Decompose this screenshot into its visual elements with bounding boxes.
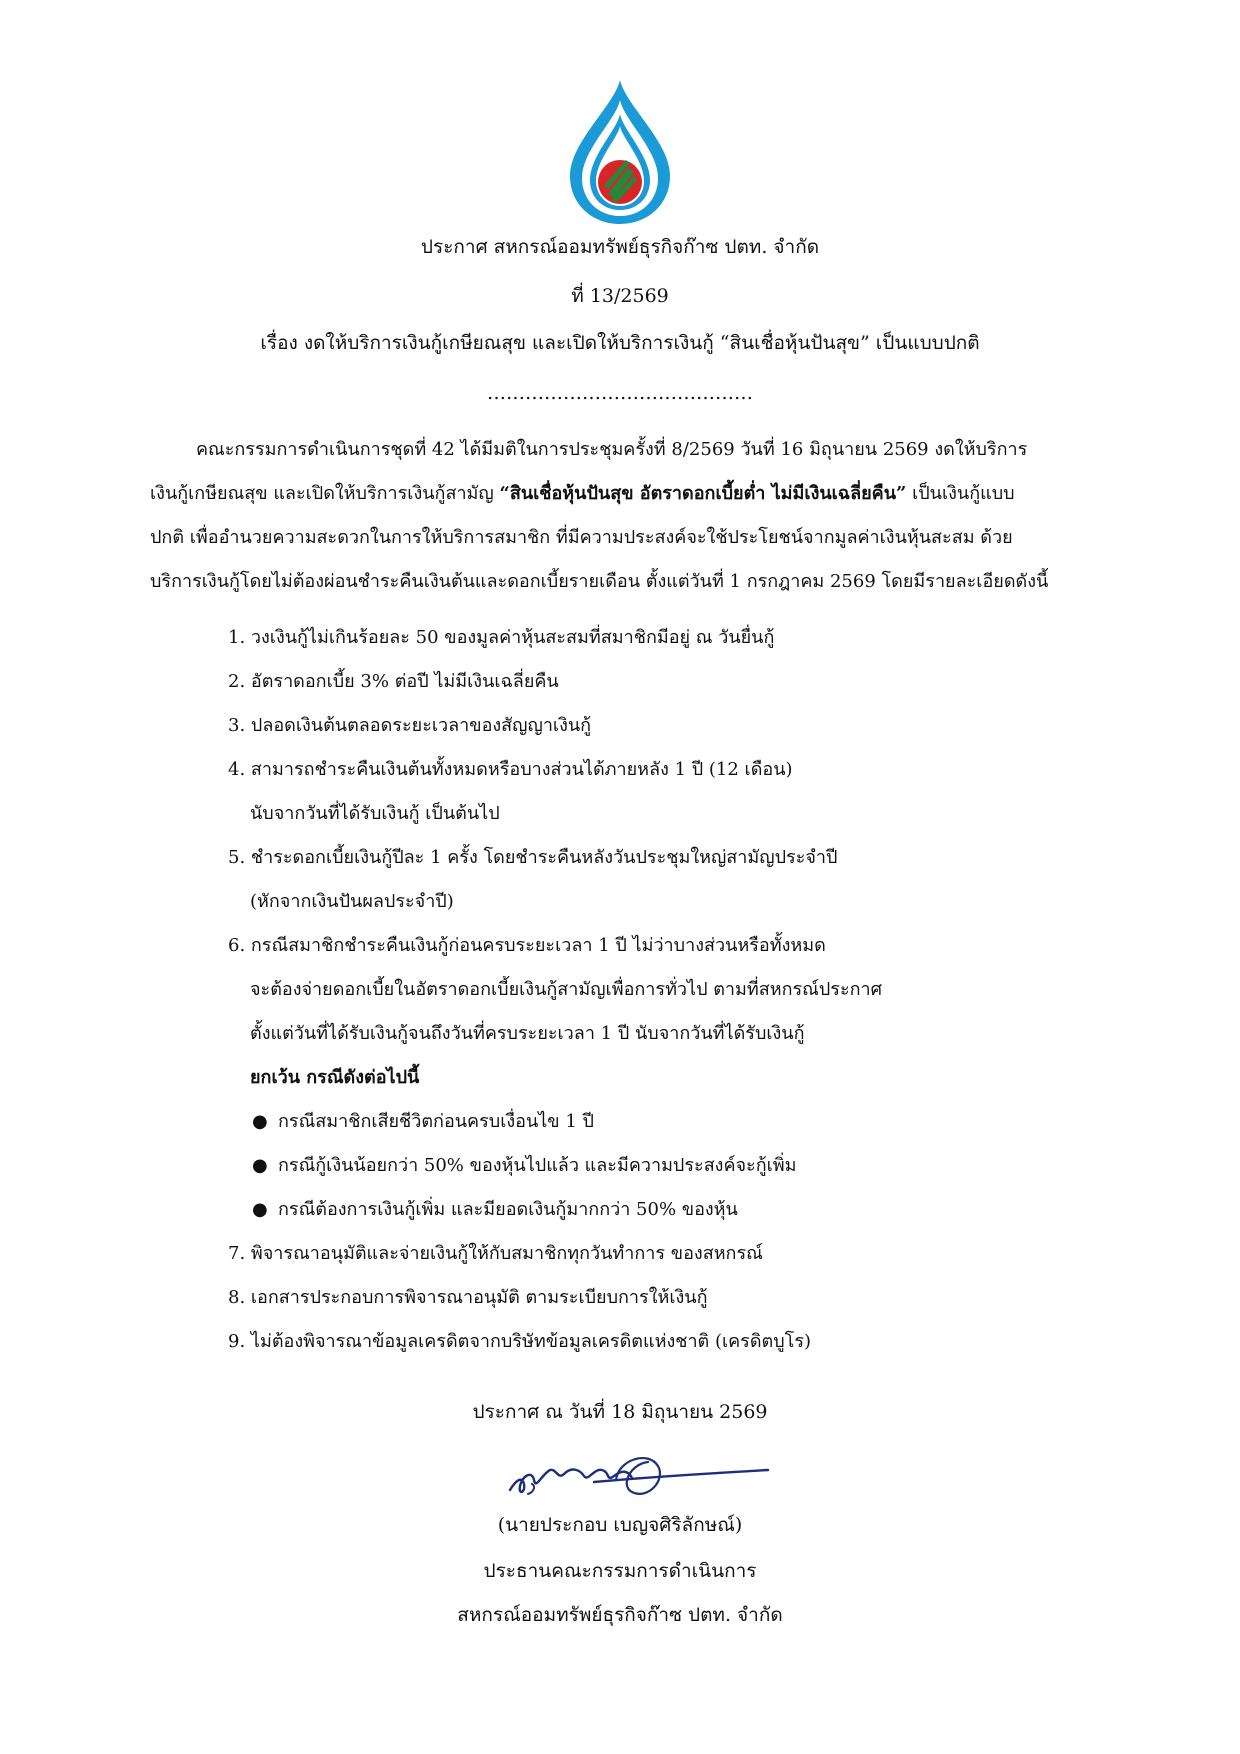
bullet-item bbox=[228, 1188, 1128, 1232]
body-line-2-start: เงินกู้เกษียณสุข และเปิดให้บริการเงินกู้สามัญ bbox=[150, 483, 500, 504]
announcement-subject: เรื่อง งดให้บริการเงินกู้เกษียณสุข และเปิดให้บริการเงินกู้ “สินเชื่อหุ้นปันสุข” เป็นแบบปกติ bbox=[260, 332, 980, 354]
list-item-continuation: ตั้งแต่วันที่ได้รับเงินกู้จนถึงวันที่ครบระยะเวลา 1 ปี นับจากวันที่ได้รับเงินกู้ bbox=[250, 1023, 805, 1044]
body-line-2-end: เป็นเงินกู้แบบ bbox=[906, 483, 1015, 504]
bullet-item bbox=[228, 1144, 1128, 1188]
body-line-3: ปกติ เพื่ออำนวยความสะดวกในการให้บริการสมาชิก ที่มีความประสงค์จะใช้ประโยชน์จากมูลค่าเงินหุ้นสะสม ด้วย bbox=[150, 527, 1013, 548]
list-item: 5. ชำระดอกเบี้ยเงินกู้ปีละ 1 ครั้ง โดยชำระคืนหลังวันประชุมใหญ่สามัญประจำปี bbox=[228, 847, 838, 868]
body-paragraph bbox=[150, 428, 1090, 604]
announcement-date: ประกาศ ณ วันที่ 18 มิถุนายน 2569 bbox=[472, 1401, 768, 1423]
signatory-position: ประธานคณะกรรมการดำเนินการ bbox=[483, 1560, 757, 1582]
list-item: 9. ไม่ต้องพิจารณาข้อมูลเครดิตจากบริษัทข้อมูลเครดิตแห่งชาติ (เครดิตบูโร) bbox=[228, 1331, 812, 1352]
list-item-continuation: (หักจากเงินปันผลประจำปี) bbox=[250, 891, 454, 912]
bullet-text: กรณีสมาชิกเสียชีวิตก่อนครบเงื่อนไข 1 ปี bbox=[278, 1111, 594, 1132]
list-item-continuation: จะต้องจ่ายดอกเบี้ยในอัตราดอกเบี้ยเงินกู้สามัญเพื่อการทั่วไป ตามที่สหกรณ์ประกาศ bbox=[250, 979, 883, 1000]
body-line-2 bbox=[150, 472, 1090, 516]
bullet-dot-icon: ● bbox=[252, 1155, 268, 1176]
announcement-title: ประกาศ สหกรณ์ออมทรัพย์ธุรกิจก๊าซ ปตท. จำกัด bbox=[420, 236, 820, 258]
list-item: 7. พิจารณาอนุมัติและจ่ายเงินกู้ให้กับสมาชิกทุกวันทำการ ของสหกรณ์ bbox=[228, 1243, 763, 1264]
bullet-dot-icon: ● bbox=[252, 1111, 268, 1132]
body-line-4: บริการเงินกู้โดยไม่ต้องผ่อนชำระคืนเงินต้นและดอกเบี้ยรายเดือน ตั้งแต่วันที่ 1 กรกฎาคม 2569 โดยมีรายละเอียดดังนี้ bbox=[150, 571, 1049, 592]
conditions-list bbox=[228, 616, 1128, 1364]
bullet-text: กรณีต้องการเงินกู้เพิ่ม และมียอดเงินกู้มากกว่า 50% ของหุ้น bbox=[278, 1199, 738, 1220]
separator-dots: …………………………………… bbox=[487, 382, 753, 404]
list-item: 2. อัตราดอกเบี้ย 3% ต่อปี ไม่มีเงินเฉลี่ยคืน bbox=[228, 671, 559, 692]
list-item-continuation: นับจากวันที่ได้รับเงินกู้ เป็นต้นไป bbox=[250, 803, 500, 824]
list-item: 6. กรณีสมาชิกชำระคืนเงินกู้ก่อนครบระยะเวลา 1 ปี ไม่ว่าบางส่วนหรือทั้งหมด bbox=[228, 935, 826, 956]
list-item: 1. วงเงินกู้ไม่เกินร้อยละ 50 ของมูลค่าหุ้นสะสมที่สมาชิกมีอยู่ ณ วันยื่นกู้ bbox=[228, 627, 775, 648]
list-item: 4. สามารถชำระคืนเงินต้นทั้งหมดหรือบางส่วนได้ภายหลัง 1 ปี (12 เดือน) bbox=[228, 759, 793, 780]
list-item: 8. เอกสารประกอบการพิจารณาอนุมัติ ตามระเบียบการให้เงินกู้ bbox=[228, 1287, 708, 1308]
signature-icon bbox=[498, 1440, 778, 1510]
bullet-item bbox=[228, 1100, 1128, 1144]
bullet-dot-icon: ● bbox=[252, 1199, 268, 1220]
product-name-bold: “สินเชื่อหุ้นปันสุข อัตราดอกเบี้ยต่ำ ไม่มีเงินเฉลี่ยคืน” bbox=[499, 483, 907, 504]
announcement-number: ที่ 13/2569 bbox=[571, 285, 669, 307]
body-line-1: คณะกรรมการดำเนินการชุดที่ 42 ได้มีมติในการประชุมครั้งที่ 8/2569 วันที่ 16 มิถุนายน 2569 งดให้บริการ bbox=[196, 439, 1028, 460]
organization-name: สหกรณ์ออมทรัพย์ธุรกิจก๊าซ ปตท. จำกัด bbox=[457, 1604, 783, 1626]
signatory-name: (นายประกอบ เบญจศิริลักษณ์) bbox=[497, 1514, 743, 1536]
list-item: 3. ปลอดเงินต้นตลอดระยะเวลาของสัญญาเงินกู้ bbox=[228, 715, 592, 736]
bullet-text: กรณีกู้เงินน้อยกว่า 50% ของหุ้นไปแล้ว และมีความประสงค์จะกู้เพิ่ม bbox=[278, 1155, 797, 1176]
cooperative-logo-icon bbox=[566, 76, 674, 226]
exception-heading: ยกเว้น กรณีดังต่อไปนี้ bbox=[250, 1067, 420, 1088]
